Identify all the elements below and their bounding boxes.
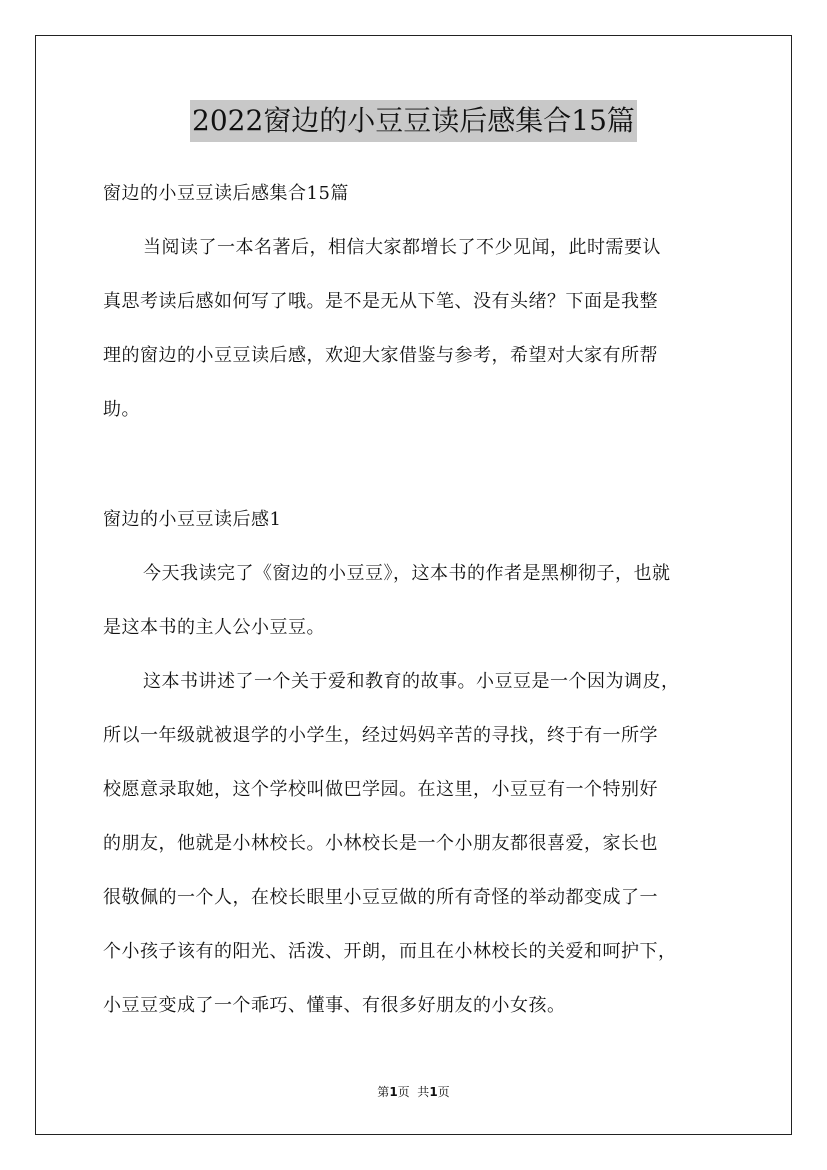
para2-line-4: 的朋友，他就是小林校长。小林校长是一个小朋友都很喜爱，家长也 bbox=[103, 833, 658, 854]
intro-line-4: 助。 bbox=[103, 399, 140, 420]
intro-line-2: 真思考读后感如何写了哦。是不是无从下笔、没有头绪？下面是我整 bbox=[103, 291, 658, 312]
para2-line-2: 所以一年级就被退学的小学生，经过妈妈辛苦的寻找，终于有一所学 bbox=[103, 725, 658, 746]
para1-line-1: 今天我读完了《窗边的小豆豆》，这本书的作者是黑柳彻子，也就 bbox=[143, 563, 671, 584]
intro-line-3: 理的窗边的小豆豆读后感，欢迎大家借鉴与参考，希望对大家有所帮 bbox=[103, 345, 658, 366]
para2-line-6: 个小孩子该有的阳光、活泼、开朗，而且在小林校长的关爱和呵护下， bbox=[103, 941, 677, 962]
para2-line-3: 校愿意录取她，这个学校叫做巴学园。在这里，小豆豆有一个特别好 bbox=[103, 779, 658, 800]
para2-line-1: 这本书讲述了一个关于爱和教育的故事。小豆豆是一个因为调皮， bbox=[143, 671, 680, 692]
section-heading: 窗边的小豆豆读后感1 bbox=[103, 509, 282, 530]
intro-line-1: 当阅读了一本名著后，相信大家都增长了不少见闻，此时需要认 bbox=[143, 237, 661, 258]
para2-line-5: 很敬佩的一个人，在校长眼里小豆豆做的所有奇怪的举动都变成了一 bbox=[103, 887, 658, 908]
footer-page-number: 1 bbox=[389, 1085, 398, 1099]
title-container bbox=[0, 100, 827, 142]
footer-page-prefix: 第 bbox=[377, 1085, 390, 1099]
document-title: 2022窗边的小豆豆读后感集合15篇 bbox=[190, 100, 637, 142]
document-subtitle: 窗边的小豆豆读后感集合15篇 bbox=[103, 183, 349, 204]
page-footer bbox=[0, 1084, 827, 1100]
para2-line-7: 小豆豆变成了一个乖巧、懂事、有很多好朋友的小女孩。 bbox=[103, 995, 566, 1016]
footer-page-suffix: 页 bbox=[437, 1085, 450, 1099]
footer-page-total: 1 bbox=[429, 1085, 438, 1099]
para1-line-2: 是这本书的主人公小豆豆。 bbox=[103, 617, 325, 638]
footer-page-mid: 页 共 bbox=[397, 1085, 430, 1099]
